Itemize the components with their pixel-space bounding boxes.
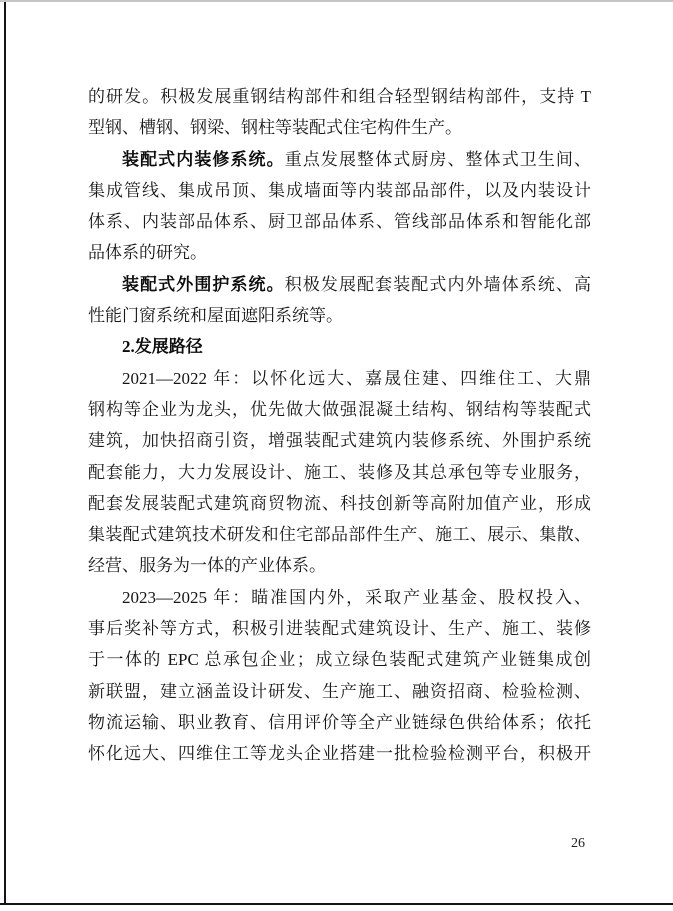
text-run: 配套发展装配式建筑商贸物流、科技创新等高附加值产业，形成 bbox=[88, 493, 591, 513]
subsection-title bbox=[88, 331, 591, 362]
text-run: 事后奖补等方式，积极引进装配式建筑设计、生产、施工、装修 bbox=[88, 619, 591, 639]
text-run: 2021—2022 年：以怀化远大、嘉晟住建、四维住工、大鼎 bbox=[122, 368, 591, 388]
page-border-bottom bbox=[0, 903, 673, 905]
text-run: 2023—2025 年：瞄准国内外，采取产业基金、股权投入、 bbox=[122, 587, 591, 607]
text-body bbox=[88, 81, 591, 770]
page-border-top bbox=[0, 0, 673, 2]
body-line bbox=[88, 237, 591, 268]
paragraph-heading-bold: 装配式内装修系统。 bbox=[122, 149, 285, 169]
page-border-left bbox=[4, 2, 6, 905]
body-line bbox=[88, 738, 591, 769]
body-line bbox=[88, 394, 591, 425]
text-run: 新联盟，建立涵盖设计研发、生产施工、融资招商、检验检测、 bbox=[88, 681, 591, 701]
text-run: 物流运输、职业教育、信用评价等全产业链绿色供给体系；依托 bbox=[88, 712, 591, 732]
text-run: 配套能力，大力发展设计、施工、装修及其总承包等专业服务， bbox=[88, 462, 591, 482]
body-line bbox=[88, 707, 591, 738]
paragraph-heading-line bbox=[88, 144, 591, 175]
body-line bbox=[88, 644, 591, 675]
body-line bbox=[88, 206, 591, 237]
body-line bbox=[88, 112, 591, 143]
body-line bbox=[88, 519, 591, 550]
text-run: 集装配式建筑技术研发和住宅部品部件生产、施工、展示、集散、 bbox=[88, 525, 591, 545]
text-run: 集成管线、集成吊顶、集成墙面等内装部品部件，以及内装设计 bbox=[88, 180, 591, 200]
body-line bbox=[88, 582, 591, 613]
text-run: 建筑，加快招商引资，增强装配式建筑内装修系统、外围护系统 bbox=[88, 431, 591, 451]
body-line bbox=[88, 81, 591, 112]
body-line bbox=[88, 550, 591, 581]
text-run: 品体系的研究。 bbox=[88, 243, 207, 263]
body-line bbox=[88, 676, 591, 707]
body-line bbox=[88, 300, 591, 331]
text-run: 体系、内装部品体系、厨卫部品体系、管线部品体系和智能化部 bbox=[88, 212, 591, 232]
text-run: 怀化远大、四维住工等龙头企业搭建一批检验检测平台，积极开 bbox=[88, 744, 591, 764]
text-run: 经营、服务为一体的产业体系。 bbox=[88, 556, 326, 576]
text-run: 重点发展整体式厨房、整体式卫生间、 bbox=[284, 149, 592, 169]
text-run: 积极发展配套装配式内外墙体系统、高 bbox=[284, 274, 592, 294]
body-line bbox=[88, 613, 591, 644]
body-line bbox=[88, 425, 591, 456]
text-run: 性能门窗系统和屋面遮阳系统等。 bbox=[88, 306, 343, 326]
body-line bbox=[88, 488, 591, 519]
body-line bbox=[88, 175, 591, 206]
page-number: 26 bbox=[571, 836, 585, 851]
text-run: 于一体的 EPC 总承包企业；成立绿色装配式建筑产业链集成创 bbox=[88, 650, 591, 670]
subsection-title-bold: 2.发展路径 bbox=[122, 337, 203, 357]
body-line bbox=[88, 457, 591, 488]
text-run: 的研发。积极发展重钢结构部件和组合轻型钢结构部件，支持 T bbox=[88, 87, 591, 106]
paragraph-heading-line bbox=[88, 269, 591, 300]
body-line bbox=[88, 363, 591, 394]
text-run: 型钢、槽钢、钢梁、钢柱等装配式住宅构件生产。 bbox=[88, 118, 462, 138]
paragraph-heading-bold: 装配式外围护系统。 bbox=[122, 274, 285, 294]
text-run: 钢构等企业为龙头，优先做大做强混凝土结构、钢结构等装配式 bbox=[88, 399, 591, 419]
